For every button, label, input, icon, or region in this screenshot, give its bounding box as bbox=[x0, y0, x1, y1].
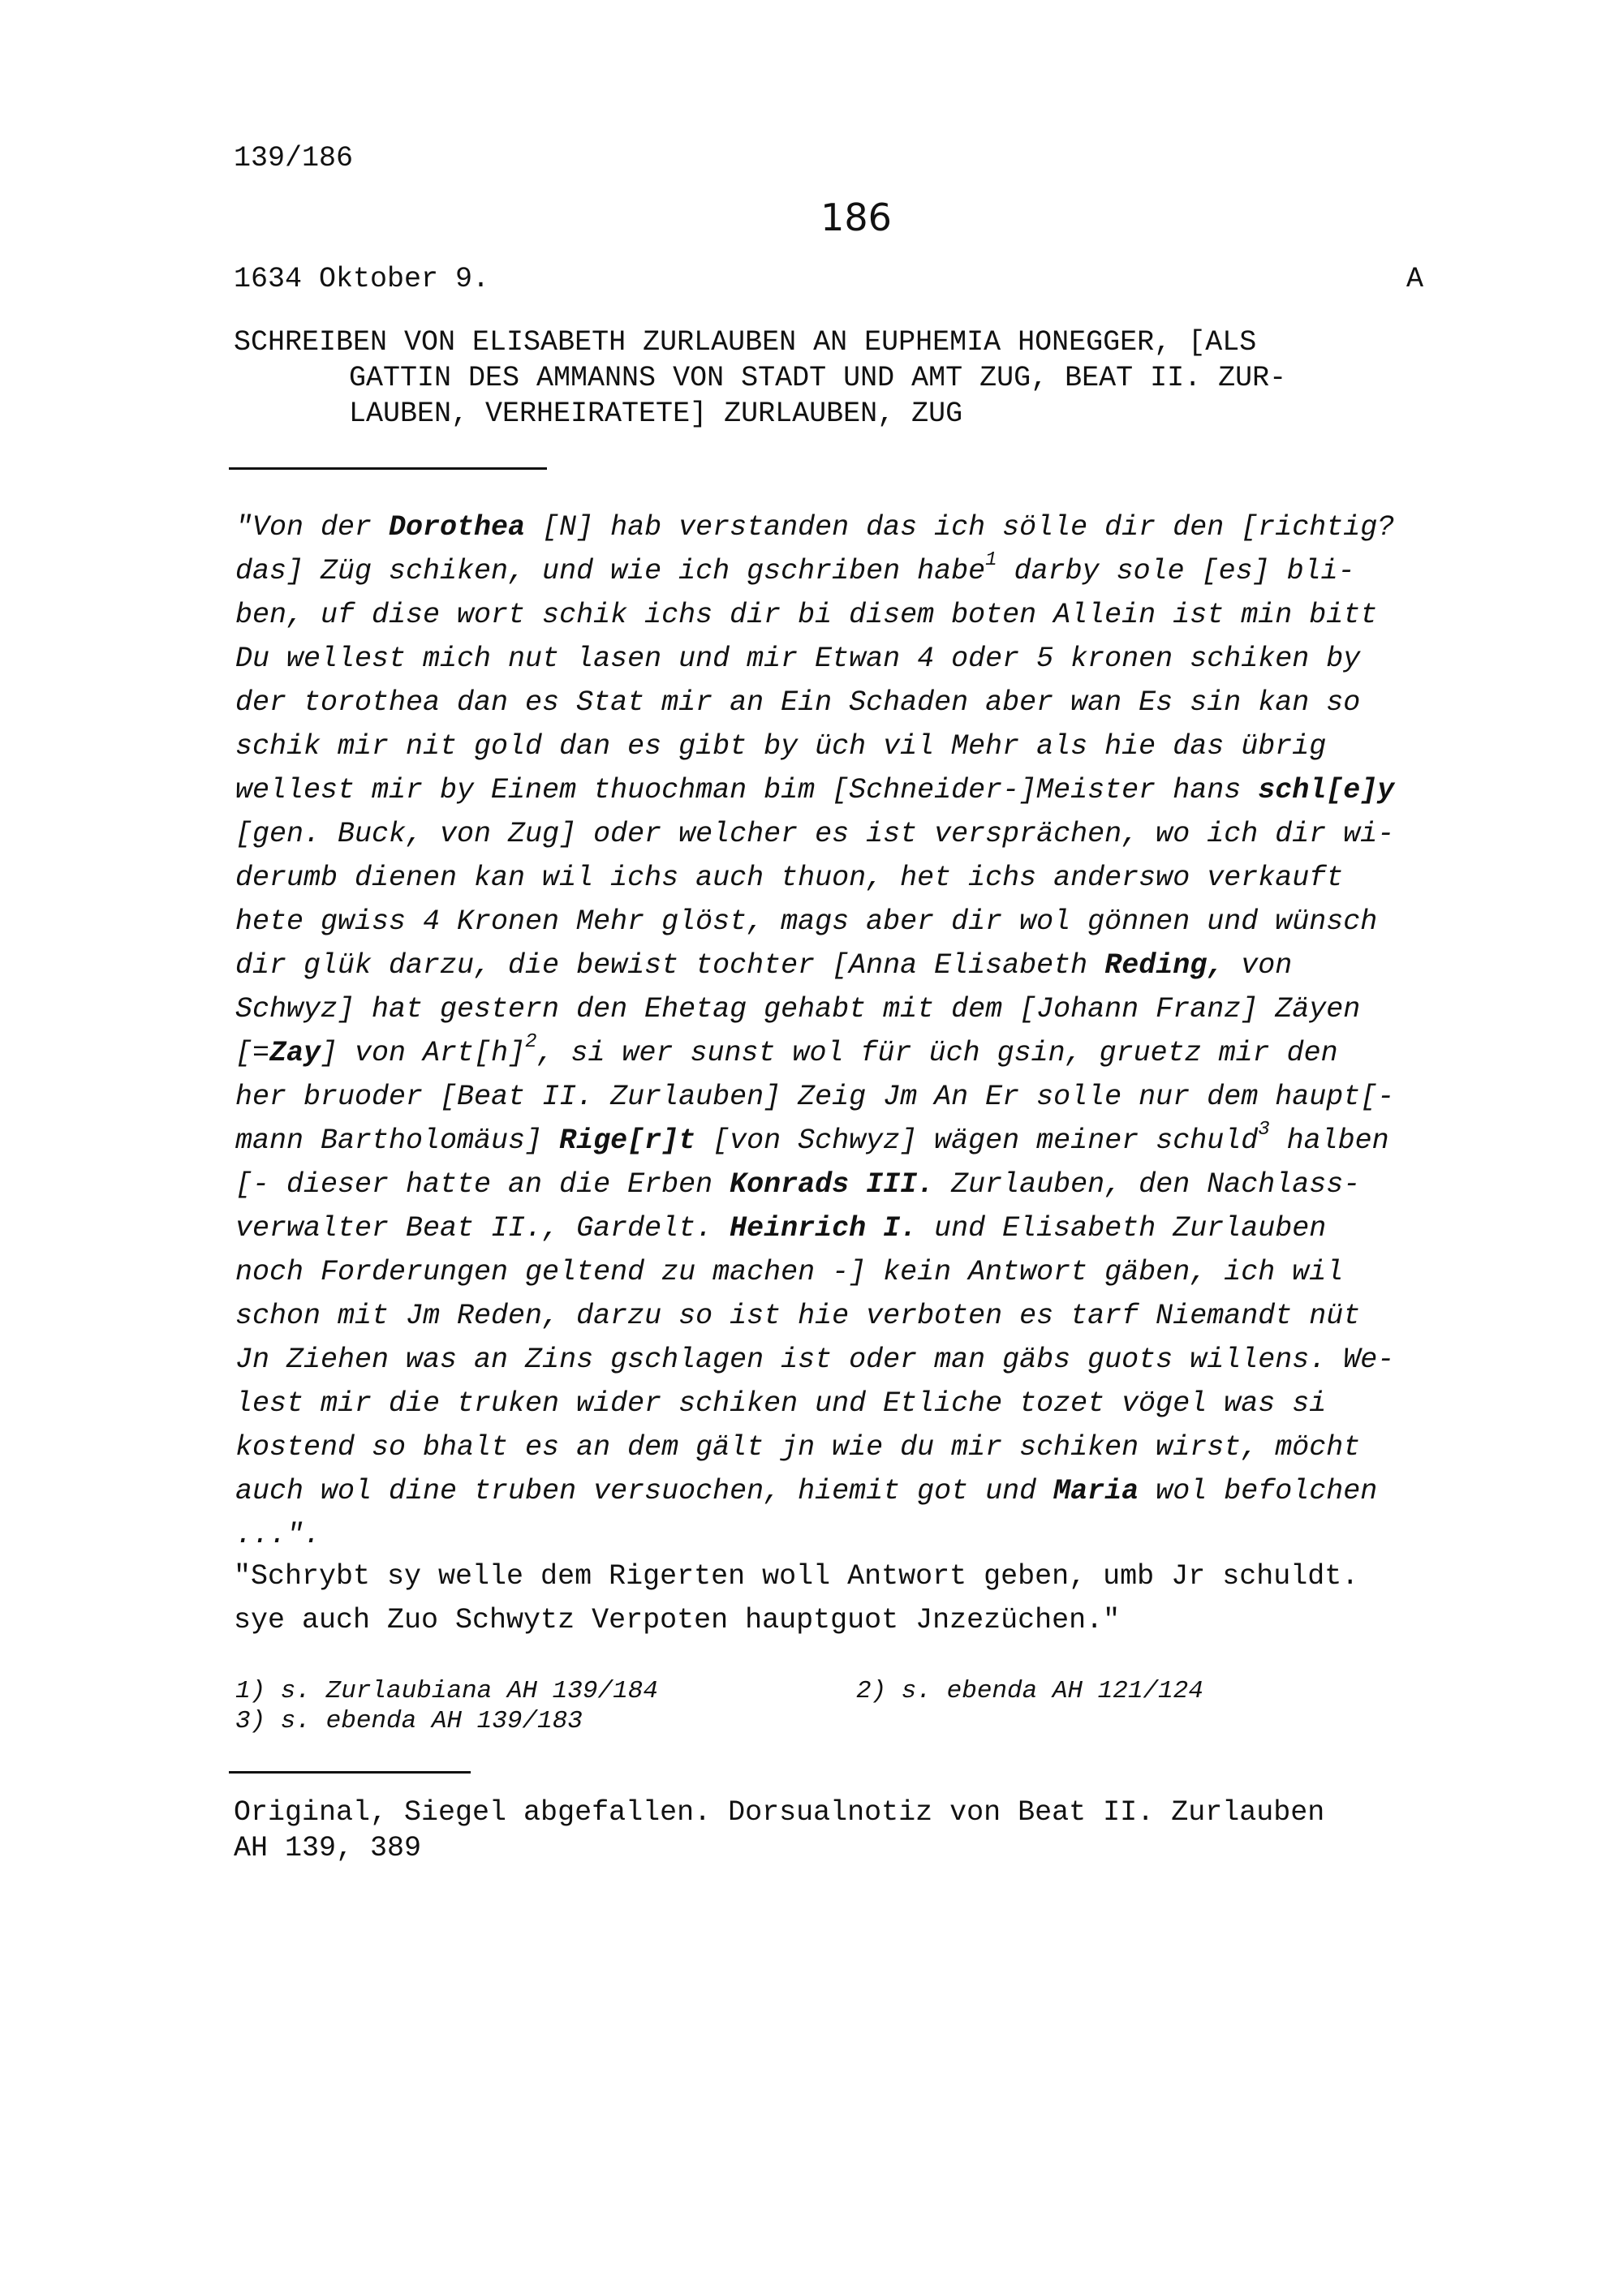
letter-line bbox=[235, 681, 1501, 724]
letter-text: kostend so bhalt es an dem gält jn wie du mir schiken wirst, möcht bbox=[235, 1431, 1361, 1464]
letter-line bbox=[235, 1425, 1501, 1469]
document-date: 1634 Oktober 9. bbox=[234, 263, 490, 295]
dorsal-note-line: "Schrybt sy welle dem Rigerten woll Antwort geben, umb Jr schuldt. bbox=[234, 1560, 1359, 1593]
letter-line bbox=[235, 1513, 1501, 1557]
letter-text: halben bbox=[1269, 1124, 1389, 1157]
letter-text: , si wer sunst wol für üch gsin, gruetz mir den bbox=[536, 1037, 1338, 1069]
letter-text: [von Schwyz] wägen meiner schuld bbox=[695, 1124, 1259, 1157]
footnote-2: 2) s. ebenda AH 121/124 bbox=[856, 1677, 1203, 1705]
letter-text: hete gwiss 4 Kronen Mehr glöst, mags aber dir wol gönnen und wünsch bbox=[235, 905, 1378, 938]
letter-text: Schwyz] hat gestern den Ehetag gehabt mit dem [Johann Franz] Zäyen bbox=[235, 993, 1361, 1025]
letter-text: ...". bbox=[235, 1519, 321, 1551]
letter-line bbox=[235, 1163, 1501, 1206]
letter-text: Du wellest mich nut lasen und mir Etwan 4 oder 5 kronen schiken by bbox=[235, 643, 1361, 675]
person-name: schl[e]y bbox=[1258, 774, 1395, 806]
source-note-line: AH 139, 389 bbox=[234, 1832, 422, 1864]
letter-line bbox=[235, 1294, 1501, 1338]
letter-text: dir glük darzu, die bewist tochter [Anna Elisabeth bbox=[235, 949, 1105, 982]
letter-text: Zurlauben, den Nachlass- bbox=[934, 1168, 1361, 1201]
letter-text: ben, uf dise wort schik ichs dir bi disem boten Allein ist min bitt bbox=[235, 599, 1378, 631]
letter-line bbox=[235, 1075, 1501, 1119]
letter-text: Jn Ziehen was an Zins gschlagen ist oder man gäbs guots willens. We- bbox=[235, 1344, 1395, 1376]
letter-line bbox=[235, 637, 1501, 681]
footnote-divider bbox=[229, 1771, 471, 1774]
letter-text: darby sole [es] bli- bbox=[997, 555, 1355, 587]
person-name: Dorothea bbox=[389, 511, 526, 544]
letter-text: lest mir die truken wider schiken und Etliche tozet vögel was si bbox=[235, 1387, 1327, 1420]
letter-text: wol befolchen bbox=[1139, 1475, 1378, 1507]
title-line: LAUBEN, VERHEIRATETE] ZURLAUBEN, ZUG bbox=[349, 398, 963, 430]
person-name: Reding, bbox=[1104, 949, 1225, 982]
footnote-marker: 1 bbox=[985, 549, 997, 572]
letter-text: "Von der bbox=[235, 511, 390, 544]
person-name: Maria bbox=[1053, 1475, 1139, 1507]
person-name: Konrads III. bbox=[730, 1168, 935, 1201]
letter-line bbox=[235, 900, 1501, 944]
title-line: GATTIN DES AMMANNS VON STADT UND AMT ZUG, BEAT II. ZUR- bbox=[349, 362, 1287, 394]
header-divider bbox=[229, 467, 547, 470]
person-name: Rige[r]t bbox=[559, 1124, 696, 1157]
letter-text: von bbox=[1224, 949, 1293, 982]
document-number: 186 bbox=[820, 196, 892, 239]
letter-line bbox=[235, 1382, 1501, 1425]
letter-text: wellest mir by Einem thuochman bim [Schneider-]Meister hans bbox=[235, 774, 1259, 806]
letter-line bbox=[235, 505, 1501, 549]
letter-line bbox=[235, 768, 1501, 812]
letter-line bbox=[235, 1469, 1501, 1513]
letter-line bbox=[235, 812, 1501, 856]
letter-line bbox=[235, 724, 1501, 768]
letter-line bbox=[235, 1338, 1501, 1382]
person-name: Heinrich I. bbox=[730, 1212, 918, 1245]
letter-text: auch wol dine truben versuochen, hiemit got und bbox=[235, 1475, 1054, 1507]
letter-text: schik mir nit gold dan es gibt by üch vil Mehr als hie das übrig bbox=[235, 730, 1327, 763]
dorsal-note-line: sye auch Zuo Schwytz Verpoten hauptguot Jnzezüchen." bbox=[234, 1604, 1121, 1636]
letter-text: und Elisabeth Zurlauben bbox=[917, 1212, 1327, 1245]
letter-text: [= bbox=[235, 1037, 270, 1069]
title-line: SCHREIBEN VON ELISABETH ZURLAUBEN AN EUPHEMIA HONEGGER, [ALS bbox=[234, 326, 1257, 359]
letter-text: [gen. Buck, von Zug] oder welcher es ist versprächen, wo ich dir wi- bbox=[235, 818, 1395, 850]
footnote-1: 1) s. Zurlaubiana AH 139/184 bbox=[235, 1677, 658, 1705]
letter-line bbox=[235, 1119, 1501, 1163]
letter-text: [N] hab verstanden das ich sölle dir den [richtig? bbox=[525, 511, 1395, 544]
source-note-line: Original, Siegel abgefallen. Dorsualnotiz von Beat II. Zurlauben bbox=[234, 1796, 1325, 1829]
footnote-marker: 2 bbox=[525, 1031, 537, 1054]
footnote-marker: 3 bbox=[1258, 1119, 1270, 1142]
letter-text: der torothea dan es Stat mir an Ein Schaden aber wan Es sin kan so bbox=[235, 686, 1361, 719]
letter-text: her bruoder [Beat II. Zurlauben] Zeig Jm An Er solle nur dem haupt[- bbox=[235, 1081, 1395, 1113]
letter-line bbox=[235, 549, 1501, 593]
letter-transcription bbox=[235, 505, 1501, 1557]
letter-line bbox=[235, 944, 1501, 987]
letter-text: derumb dienen kan wil ichs auch thuon, het ichs anderswo verkauft bbox=[235, 862, 1344, 894]
letter-line bbox=[235, 987, 1501, 1031]
letter-text: schon mit Jm Reden, darzu so ist hie verboten es tarf Niemandt nüt bbox=[235, 1300, 1361, 1332]
letter-line bbox=[235, 593, 1501, 637]
letter-text: [- dieser hatte an die Erben bbox=[235, 1168, 730, 1201]
letter-line bbox=[235, 1031, 1501, 1075]
letter-line bbox=[235, 1250, 1501, 1294]
letter-line bbox=[235, 1206, 1501, 1250]
letter-text: mann Bartholomäus] bbox=[235, 1124, 560, 1157]
letter-text: das] Züg schiken, und wie ich gschriben habe bbox=[235, 555, 986, 587]
person-name: Zay bbox=[269, 1037, 321, 1069]
letter-text: ] von Art[h] bbox=[321, 1037, 526, 1069]
document-grade: A bbox=[1406, 263, 1424, 295]
letter-text: verwalter Beat II., Gardelt. bbox=[235, 1212, 730, 1245]
letter-line bbox=[235, 856, 1501, 900]
letter-text: noch Forderungen geltend zu machen -] kein Antwort gäben, ich wil bbox=[235, 1256, 1344, 1288]
footnote-3: 3) s. ebenda AH 139/183 bbox=[235, 1707, 583, 1735]
document-reference: 139/186 bbox=[234, 142, 354, 174]
